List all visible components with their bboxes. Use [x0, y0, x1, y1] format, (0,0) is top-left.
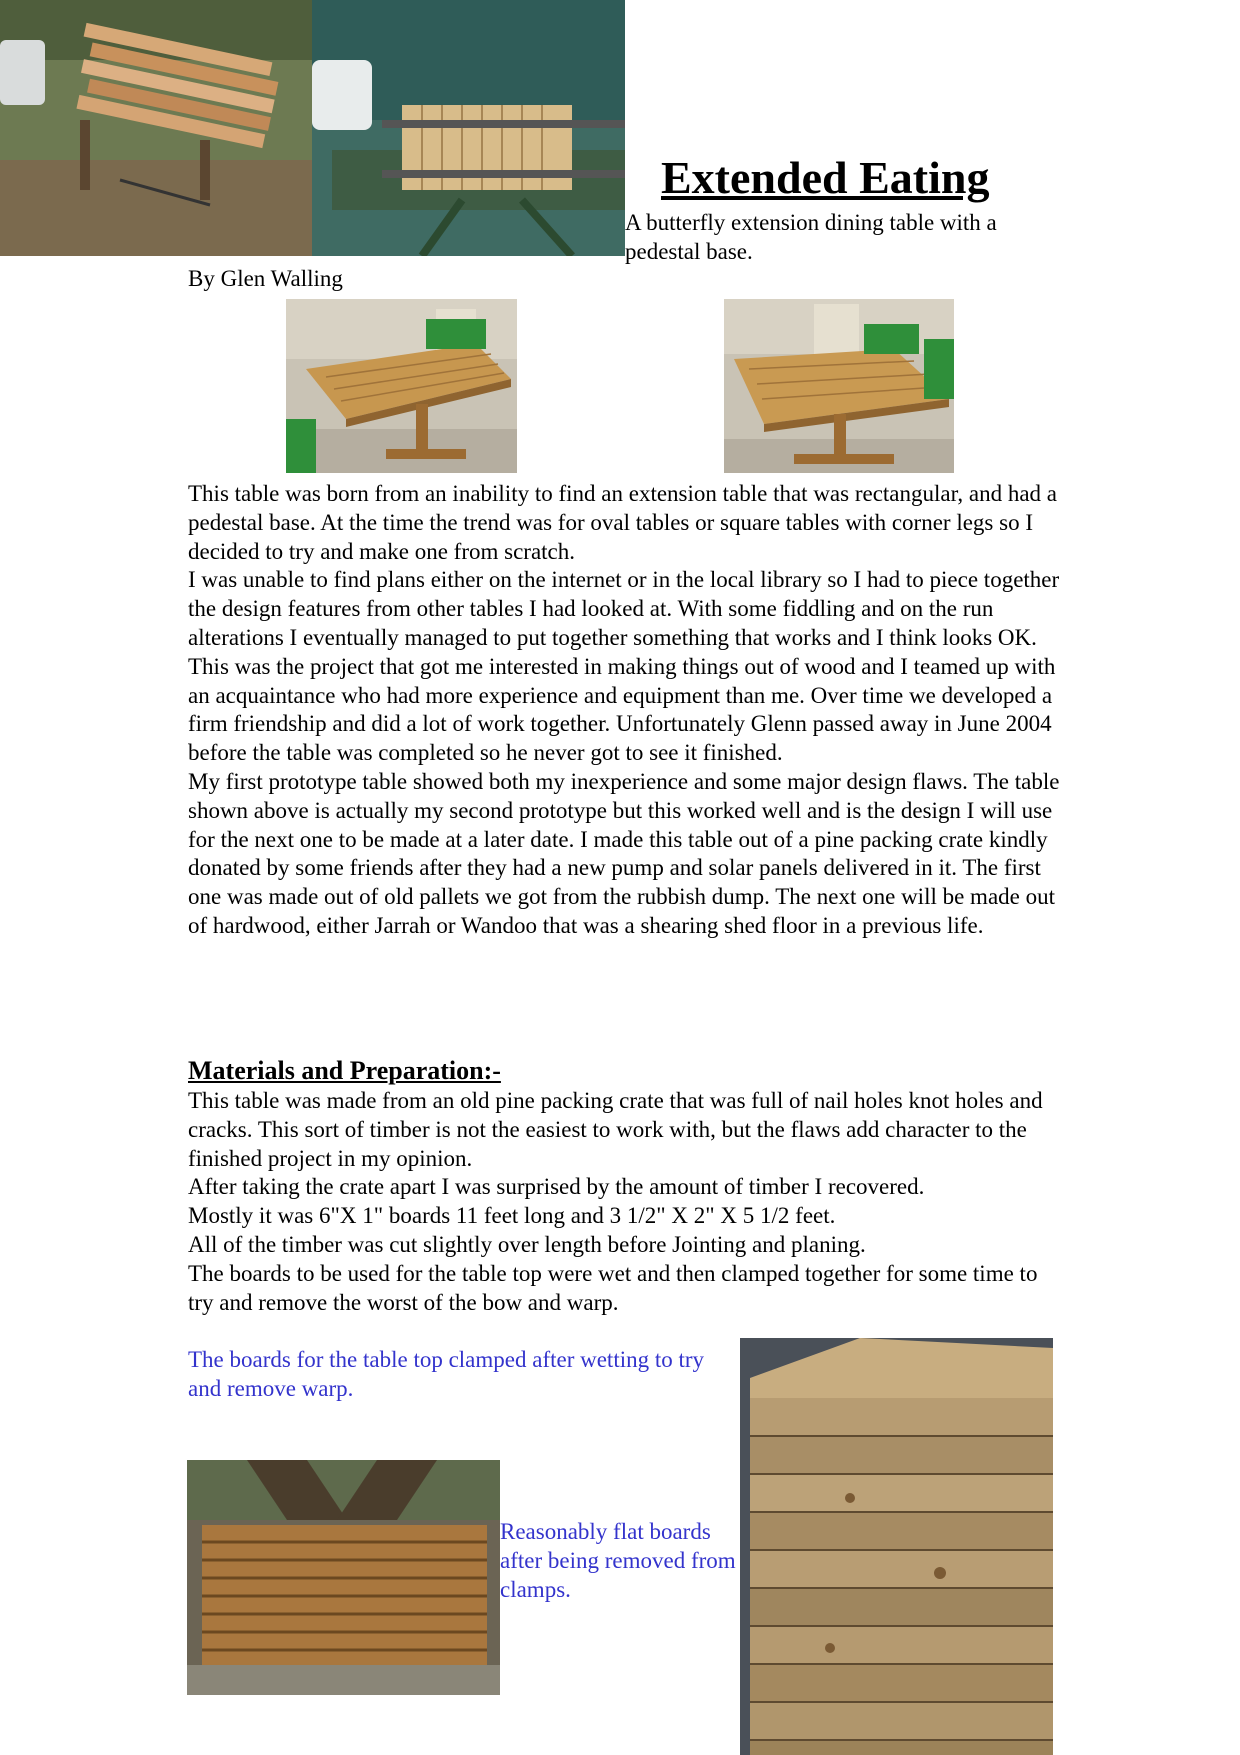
- materials-paragraph: All of the timber was cut slightly over length before Jointing and planing.: [188, 1231, 866, 1257]
- intro-paragraph: This table was born from an inability to find an extension table that was rectangular, and had a pedestal base. At the time the trend was for oval tables or square tables with corner legs so I decided to try and make one from scratch.: [188, 481, 1057, 564]
- materials-heading: Materials and Preparation:-: [188, 1056, 501, 1085]
- timber-pile-photo: [0, 0, 312, 256]
- page-subtitle: A butterfly extension dining table with a pedestal base.: [625, 210, 997, 264]
- materials-paragraph: Mostly it was 6"X 1" boards 11 feet long and 3 1/2" X 2" X 5 1/2 feet.: [188, 1203, 836, 1229]
- intro-paragraph: My first prototype table showed both my inexperience and some major design flaws. The table shown above is actually my second prototype but this worked well and is the design I will use for the next one to be made at a later date. I made this table out of a pine packing crate kindly donated by some friends after they had a new pump and solar panels delivered in it. The first one was made out of old pallets we got from the rubbish dump. The next one will be made out of hardwood, either Jarrah or Wandoo that was a shearing shed floor in a previous life.: [188, 768, 1060, 938]
- materials-text: [188, 1087, 1068, 1317]
- clamped-boards-photo-top: [312, 0, 625, 256]
- flat-boards-photo: [187, 1460, 500, 1695]
- intro-paragraph: I was unable to find plans either on the internet or in the local library so I had to piece together the design features from other tables I had looked at. With some fiddling and on the run alterations I eventually managed to put together something that works and I think looks OK.: [188, 567, 1060, 650]
- flat-boards-caption: Reasonably flat boards after being removed from clamps.: [500, 1519, 736, 1602]
- finished-table-photo-right: [724, 299, 954, 473]
- intro-text: [188, 480, 1068, 941]
- materials-paragraph: The boards to be used for the table top were wet and then clamped together for some time to try and remove the worst of the bow and warp.: [188, 1260, 1038, 1315]
- materials-paragraph: After taking the crate apart I was surprised by the amount of timber I recovered.: [188, 1174, 925, 1200]
- intro-paragraph: This was the project that got me interested in making things out of wood and I teamed up with an acquaintance who had more experience and equipment than me. Over time we developed a firm friendship and did a lot of work together. Unfortunately Glenn passed away in June 2004 before the table was completed so he never got to see it finished.: [188, 653, 1056, 766]
- page-title: Extended Eating: [661, 152, 990, 203]
- clamped-boards-caption: The boards for the table top clamped after wetting to try and remove warp.: [188, 1347, 705, 1401]
- materials-paragraph: This table was made from an old pine packing crate that was full of nail holes knot holes and cracks. This sort of timber is not the easiest to work with, but the flaws add character to the finished project in my opinion.: [188, 1088, 1043, 1171]
- author-byline: By Glen Walling: [188, 266, 343, 291]
- finished-table-photo-left: [286, 299, 517, 473]
- stacked-boards-photo: [740, 1338, 1053, 1755]
